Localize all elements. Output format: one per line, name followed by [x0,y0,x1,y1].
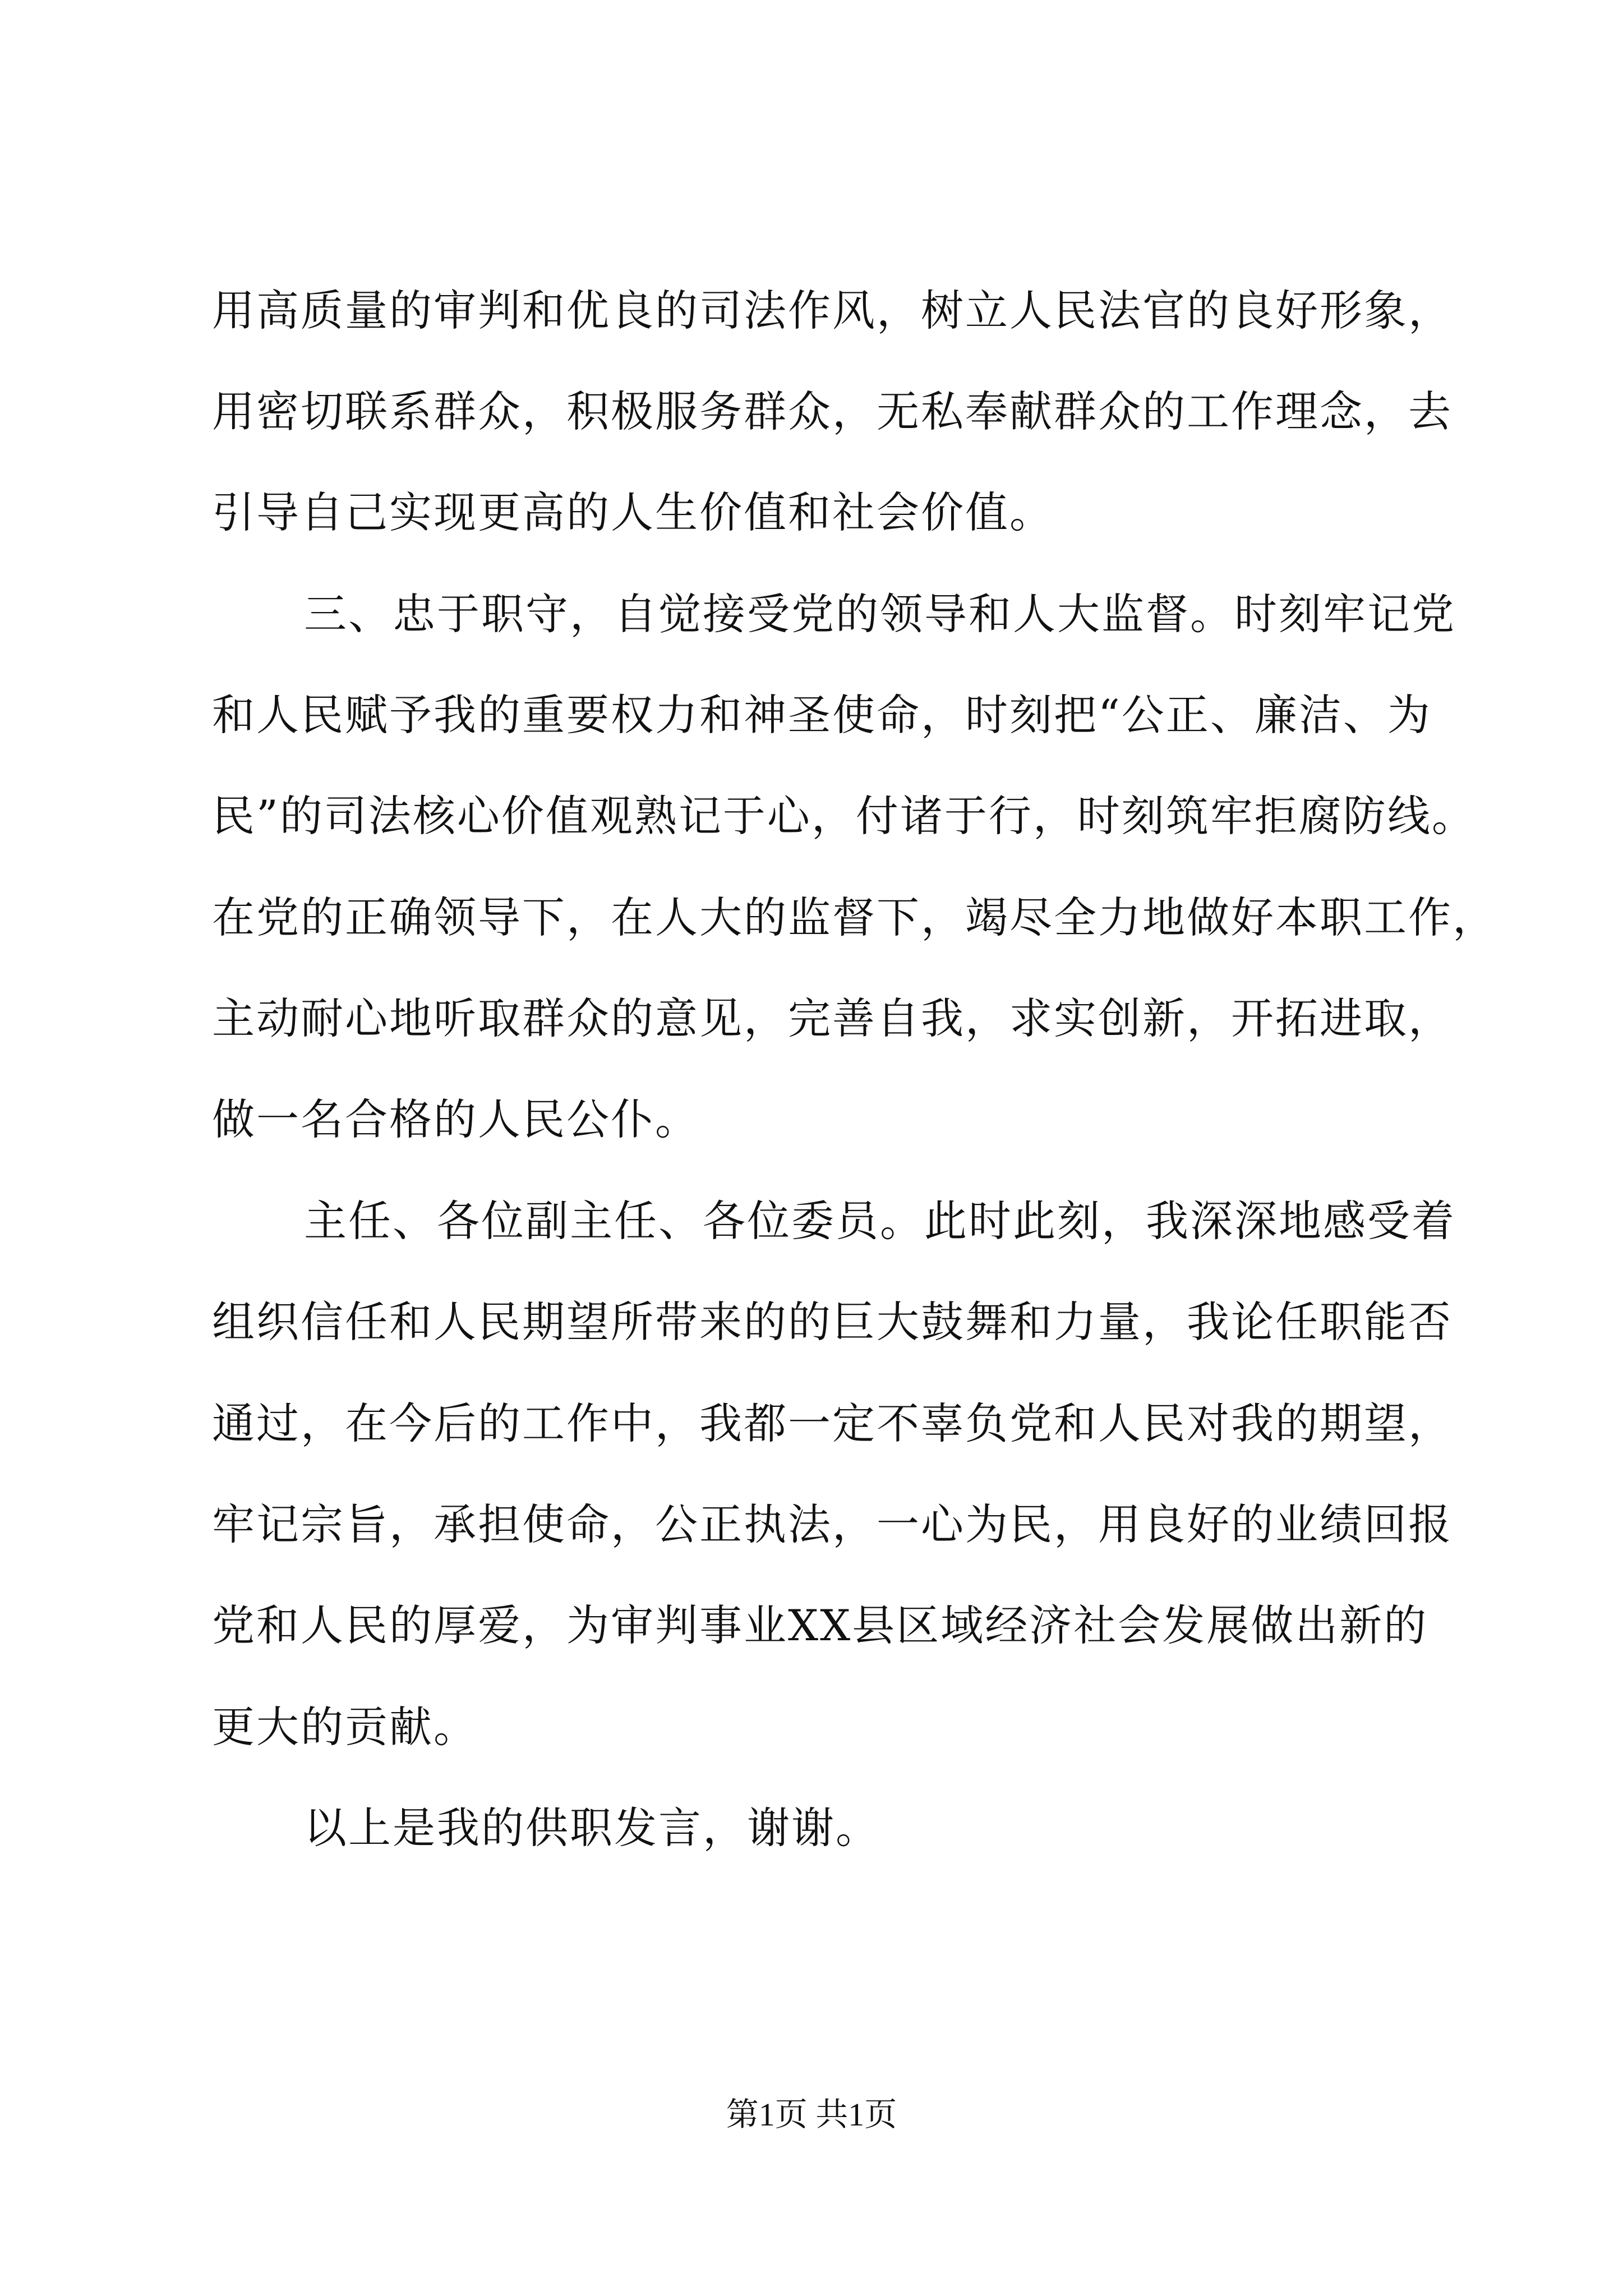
paragraph-2-line-4: 在党的正确领导下，在人大的监督下，竭尽全力地做好本职工作， [212,892,1497,942]
paragraph-4-line-1: 以上是我的供职发言，谢谢。 [304,1803,880,1853]
paragraph-2-line-2: 和人民赋予我的重要权力和神圣使命，时刻把“公正、廉洁、为 [212,690,1432,740]
paragraph-2-line-1: 三、忠于职守，自觉接受党的领导和人大监督。时刻牢记党 [304,589,1456,639]
paragraph-2-line-3: 民”的司法核心价值观熟记于心，付诸于行，时刻筑牢拒腐防线。 [212,791,1476,841]
paragraph-3-line-6: 更大的贡献。 [212,1702,478,1752]
paragraph-3-line-5: 党和人民的厚爱，为审判事业XX县区域经济社会发展做出新的 [212,1600,1428,1650]
paragraph-1-line-2: 用密切联系群众，积极服务群众，无私奉献群众的工作理念，去 [212,386,1453,436]
paragraph-1-line-1: 用高质量的审判和优良的司法作风，树立人民法官的良好形象， [212,286,1453,335]
paragraph-3-line-1: 主任、各位副主任、各位委员。此时此刻，我深深地感受着 [304,1196,1456,1246]
paragraph-2-line-5: 主动耐心地听取群众的意见，完善自我，求实创新，开拓进取， [212,993,1453,1043]
paragraph-3-line-4: 牢记宗旨，承担使命，公正执法，一心为民，用良好的业绩回报 [212,1499,1453,1549]
paragraph-2-line-6: 做一名合格的人民公仆。 [212,1094,699,1144]
page-footer: 第1页 共1页 [726,2096,897,2133]
paragraph-3-line-2: 组织信任和人民期望所带来的的巨大鼓舞和力量，我论任职能否 [212,1297,1453,1347]
paragraph-3-line-3: 通过，在今后的工作中，我都一定不辜负党和人民对我的期望， [212,1398,1453,1448]
paragraph-1-line-3: 引导自己实现更高的人生价值和社会价值。 [212,487,1054,537]
